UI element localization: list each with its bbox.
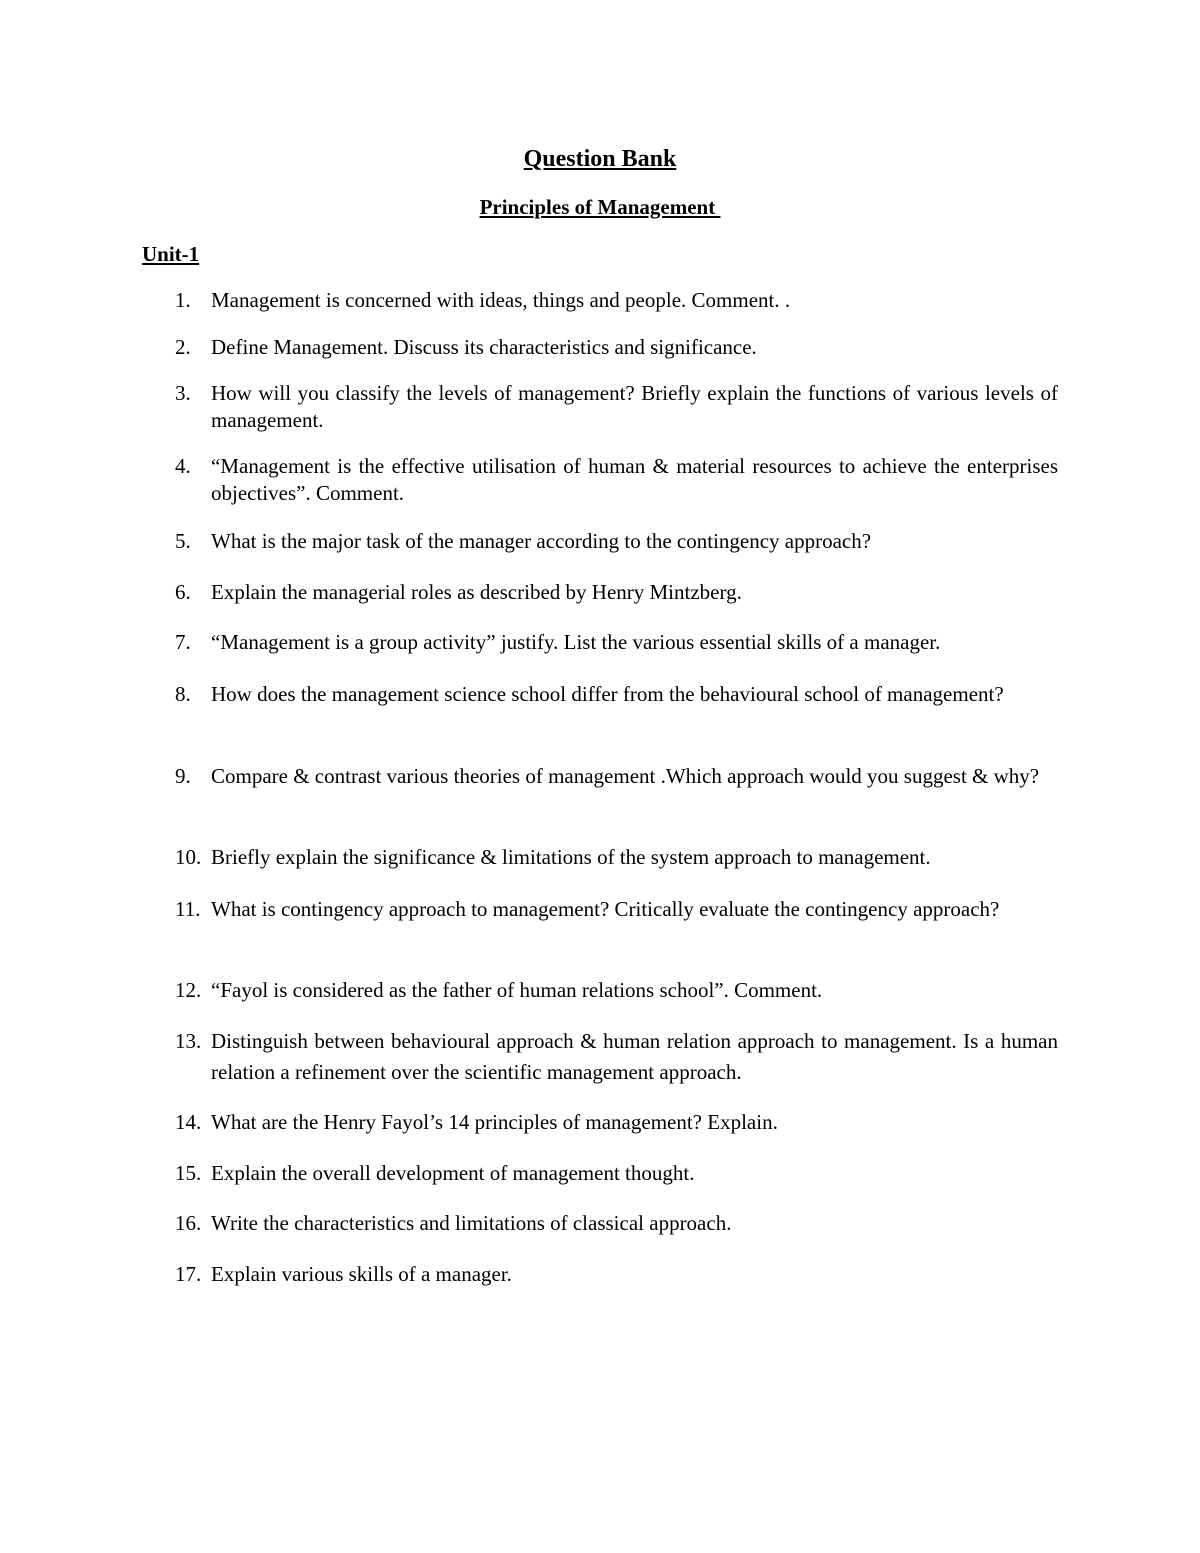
question-item xyxy=(142,1209,1058,1238)
question-number: 14. xyxy=(175,1110,202,1134)
question-text: Explain the managerial roles as described by Henry Mintzberg. xyxy=(211,580,742,604)
question-item xyxy=(142,843,1058,872)
question-text: Distinguish between behavioural approach & human relation approach to management. Is a human relation a refinement over the scientific management approach. xyxy=(211,1029,1058,1084)
question-text: Briefly explain the significance & limitations of the system approach to management. xyxy=(211,845,931,869)
question-number: 13. xyxy=(175,1029,202,1053)
question-item xyxy=(142,894,1058,925)
question-item xyxy=(142,1108,1058,1137)
question-item xyxy=(142,679,1058,710)
question-text: Management is concerned with ideas, things and people. Comment. . xyxy=(211,288,791,312)
question-item xyxy=(142,333,1058,362)
question-number: 1. xyxy=(175,288,191,312)
question-number: 8. xyxy=(175,682,191,706)
question-text: Define Management. Discuss its characteristics and significance. xyxy=(211,335,757,359)
question-text: Compare & contrast various theories of management .Which approach would you suggest & why? xyxy=(211,764,1040,788)
question-text: “Management is a group activity” justify. List the various essential skills of a manager. xyxy=(211,630,941,654)
question-item xyxy=(142,628,1058,657)
question-number: 11. xyxy=(175,897,201,921)
question-text: Explain various skills of a manager. xyxy=(211,1262,512,1286)
question-number: 12. xyxy=(175,978,202,1002)
question-text: How does the management science school differ from the behavioural school of management? xyxy=(211,682,1004,706)
question-text: “Fayol is considered as the father of human relations school”. Comment. xyxy=(211,978,823,1002)
question-text: What is the major task of the manager according to the contingency approach? xyxy=(211,529,872,553)
question-number: 5. xyxy=(175,529,191,553)
question-item xyxy=(142,286,1058,315)
question-text: How will you classify the levels of management? Briefly explain the functions of various levels of management. xyxy=(211,381,1058,432)
question-item xyxy=(142,527,1058,556)
unit-heading: Unit-1 xyxy=(142,242,200,266)
question-number: 15. xyxy=(175,1161,202,1185)
question-item xyxy=(142,1260,1058,1289)
question-number: 4. xyxy=(175,454,191,478)
page-subtitle: Principles of Management xyxy=(479,195,721,219)
question-number: 17. xyxy=(175,1262,202,1286)
question-item xyxy=(142,380,1058,434)
question-number: 2. xyxy=(175,335,191,359)
question-number: 7. xyxy=(175,630,191,654)
question-number: 3. xyxy=(175,381,191,405)
question-item xyxy=(142,453,1058,507)
question-item xyxy=(142,976,1058,1005)
question-text: Write the characteristics and limitations of classical approach. xyxy=(211,1211,732,1235)
question-text: What is contingency approach to management? Critically evaluate the contingency approach? xyxy=(211,897,1000,921)
question-item xyxy=(142,1159,1058,1188)
question-number: 16. xyxy=(175,1211,202,1235)
question-number: 9. xyxy=(175,764,191,788)
question-number: 6. xyxy=(175,580,191,604)
question-item xyxy=(142,761,1058,792)
question-text: What are the Henry Fayol’s 14 principles of management? Explain. xyxy=(211,1110,778,1134)
question-text: “Management is the effective utilisation of human & material resources to achieve the enterprises objectives”. Comment. xyxy=(211,454,1058,505)
question-text: Explain the overall development of management thought. xyxy=(211,1161,695,1185)
question-number: 10. xyxy=(175,845,202,869)
question-item xyxy=(142,1026,1058,1088)
page-title: Question Bank xyxy=(523,146,677,172)
question-item xyxy=(142,578,1058,607)
